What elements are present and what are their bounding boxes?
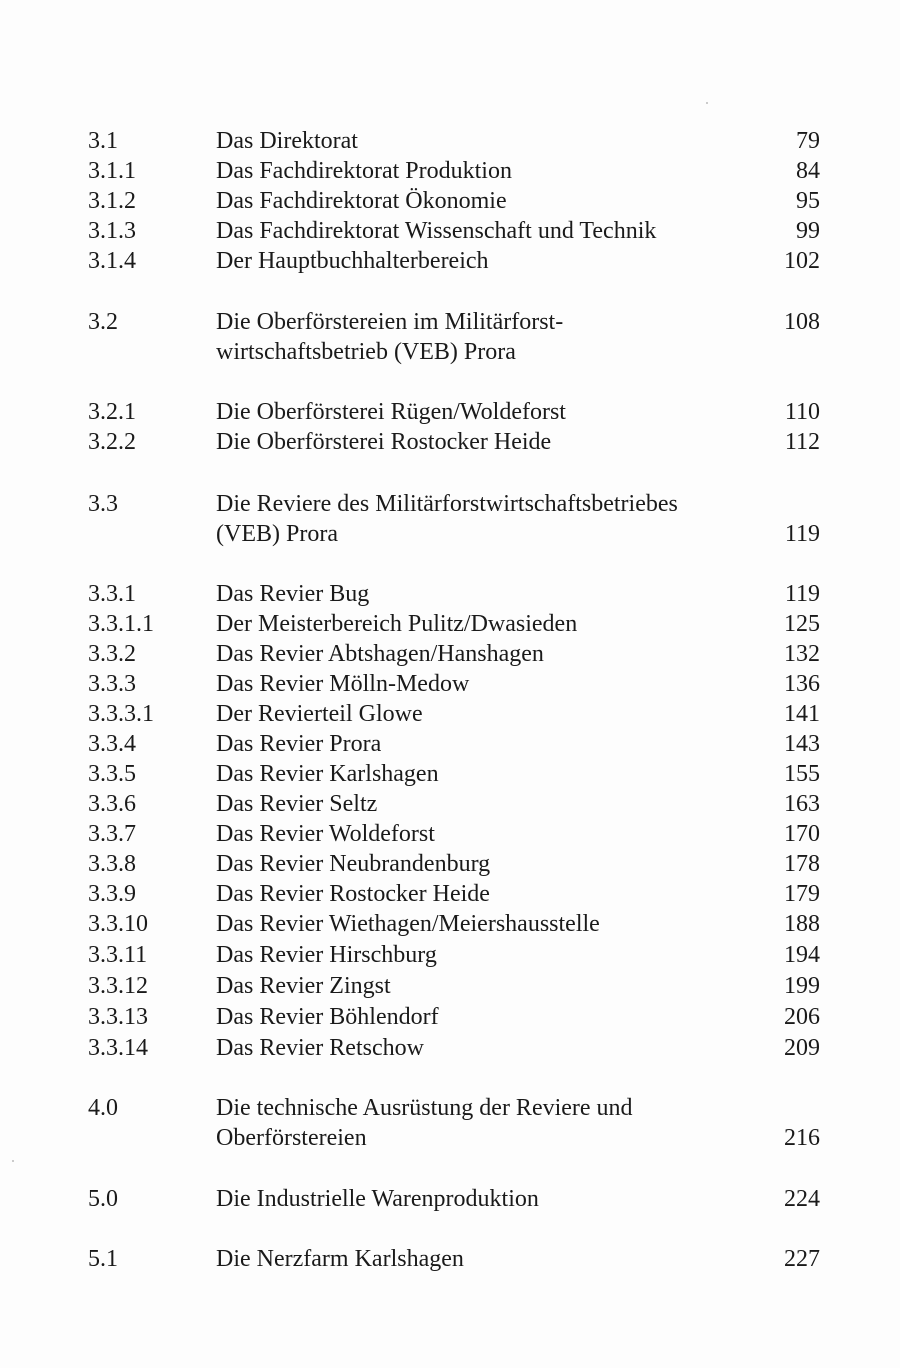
section-number: 3.3.13 (88, 1004, 148, 1030)
scan-speck (706, 102, 708, 104)
page-number: 132 (784, 641, 820, 667)
page-number: 79 (796, 128, 820, 154)
section-title: Das Fachdirektorat Ökonomie (216, 188, 507, 214)
page-number: 170 (784, 821, 820, 847)
page-number: 119 (784, 521, 820, 547)
page-number: 163 (784, 791, 820, 817)
section-title: Das Revier Böhlendorf (216, 1004, 439, 1030)
page-number: 224 (784, 1186, 820, 1212)
section-number: 3.2 (88, 309, 118, 335)
toc-entry-continuation (0, 519, 900, 549)
toc-entry (0, 156, 900, 186)
page-number: 199 (784, 973, 820, 999)
section-title: Oberförstereien (216, 1125, 367, 1151)
page-number: 178 (784, 851, 820, 877)
page-number: 110 (784, 399, 820, 425)
section-title: Der Hauptbuchhalterbereich (216, 248, 489, 274)
section-number: 3.3.11 (88, 942, 148, 968)
section-title: Das Revier Neubrandenburg (216, 851, 491, 877)
section-number: 3.3.3 (88, 671, 136, 697)
section-number: 3.1.2 (88, 188, 136, 214)
section-title: Das Direktorat (216, 128, 358, 154)
section-title: Die Nerzfarm Karlshagen (216, 1246, 464, 1272)
page-number: 108 (784, 309, 820, 335)
section-number: 3.3.4 (88, 731, 136, 757)
toc-entry (0, 879, 900, 909)
section-number: 3.3.2 (88, 641, 136, 667)
toc-entry (0, 609, 900, 639)
toc-entry (0, 940, 900, 970)
section-number: 3.3.1.1 (88, 611, 154, 637)
section-title: Die Reviere des Militärforstwirtschaftsbetriebes (216, 491, 678, 517)
toc-entry-continuation (0, 337, 900, 367)
toc-entry (0, 397, 900, 427)
section-number: 3.3.5 (88, 761, 136, 787)
section-number: 3.3.6 (88, 791, 136, 817)
page-number: 216 (784, 1125, 820, 1151)
section-number: 4.0 (88, 1095, 118, 1121)
toc-entry (0, 579, 900, 609)
page-number: 141 (784, 701, 820, 727)
page-number: 206 (784, 1004, 820, 1030)
section-title: Das Revier Hirschburg (216, 942, 437, 968)
section-title: Das Revier Seltz (216, 791, 378, 817)
section-title: Der Revierteil Glowe (216, 701, 423, 727)
section-title: Die Oberförsterei Rügen/Woldeforst (216, 399, 566, 425)
section-title: Der Meisterbereich Pulitz/Dwasieden (216, 611, 578, 637)
page-number: 188 (784, 911, 820, 937)
section-number: 3.1 (88, 128, 118, 154)
section-number: 3.3.7 (88, 821, 136, 847)
page-number: 99 (796, 218, 820, 244)
section-number: 3.3 (88, 491, 118, 517)
section-title: (VEB) Prora (216, 521, 338, 547)
page-number: 136 (784, 671, 820, 697)
section-number: 3.3.3.1 (88, 701, 154, 727)
toc-entry (0, 1033, 900, 1063)
scan-speck (12, 1160, 14, 1162)
page-number: 119 (784, 581, 820, 607)
toc-entry (0, 216, 900, 246)
section-number: 3.3.9 (88, 881, 136, 907)
toc-entry (0, 699, 900, 729)
toc-entry (0, 639, 900, 669)
toc-entry (0, 819, 900, 849)
section-number: 3.1.4 (88, 248, 136, 274)
section-title: Das Revier Zingst (216, 973, 391, 999)
page-number: 209 (784, 1035, 820, 1061)
section-number: 3.3.14 (88, 1035, 148, 1061)
section-number: 3.3.1 (88, 581, 136, 607)
section-title: Das Revier Rostocker Heide (216, 881, 490, 907)
toc-entry (0, 759, 900, 789)
toc-entry (0, 971, 900, 1001)
page-number: 143 (784, 731, 820, 757)
toc-entry (0, 307, 900, 337)
page-number: 155 (784, 761, 820, 787)
page-number: 112 (784, 429, 820, 455)
section-title: Das Revier Prora (216, 731, 382, 757)
section-title: Die Oberförsterei Rostocker Heide (216, 429, 552, 455)
section-title: Das Revier Mölln-Medow (216, 671, 470, 697)
page-number: 179 (784, 881, 820, 907)
section-title: Die Oberförstereien im Militärforst- (216, 309, 564, 335)
section-title: Das Fachdirektorat Wissenschaft und Technik (216, 218, 657, 244)
section-number: 3.1.1 (88, 158, 136, 184)
toc-entry (0, 489, 900, 519)
toc-entry (0, 126, 900, 156)
section-title: Das Revier Retschow (216, 1035, 424, 1061)
section-title: Die technische Ausrüstung der Reviere und (216, 1095, 633, 1121)
toc-entry (0, 1002, 900, 1032)
page-number: 84 (796, 158, 820, 184)
page-number: 227 (784, 1246, 820, 1272)
section-title: Die Industrielle Warenproduktion (216, 1186, 539, 1212)
page-number: 194 (784, 942, 820, 968)
page-number: 95 (796, 188, 820, 214)
section-title: Das Revier Karlshagen (216, 761, 439, 787)
page-number: 125 (784, 611, 820, 637)
section-number: 3.2.2 (88, 429, 136, 455)
toc-entry (0, 849, 900, 879)
toc-entry (0, 909, 900, 939)
section-title: Das Revier Woldeforst (216, 821, 435, 847)
section-title: Das Revier Abtshagen/Hanshagen (216, 641, 544, 667)
toc-entry (0, 789, 900, 819)
section-number: 3.3.10 (88, 911, 148, 937)
section-number: 3.2.1 (88, 399, 136, 425)
toc-entry (0, 1184, 900, 1214)
section-title: Das Revier Bug (216, 581, 370, 607)
toc-entry (0, 669, 900, 699)
section-number: 5.0 (88, 1186, 118, 1212)
section-number: 5.1 (88, 1246, 118, 1272)
toc-entry (0, 246, 900, 276)
page-number: 102 (784, 248, 820, 274)
toc-entry (0, 186, 900, 216)
section-number: 3.3.12 (88, 973, 148, 999)
toc-entry-continuation (0, 1123, 900, 1153)
toc-entry (0, 1093, 900, 1123)
toc-entry (0, 729, 900, 759)
section-number: 3.3.8 (88, 851, 136, 877)
toc-entry (0, 427, 900, 457)
section-title: Das Fachdirektorat Produktion (216, 158, 512, 184)
section-title: wirtschaftsbetrieb (VEB) Prora (216, 339, 516, 365)
toc-entry (0, 1244, 900, 1274)
section-title: Das Revier Wiethagen/Meiershausstelle (216, 911, 600, 937)
section-number: 3.1.3 (88, 218, 136, 244)
